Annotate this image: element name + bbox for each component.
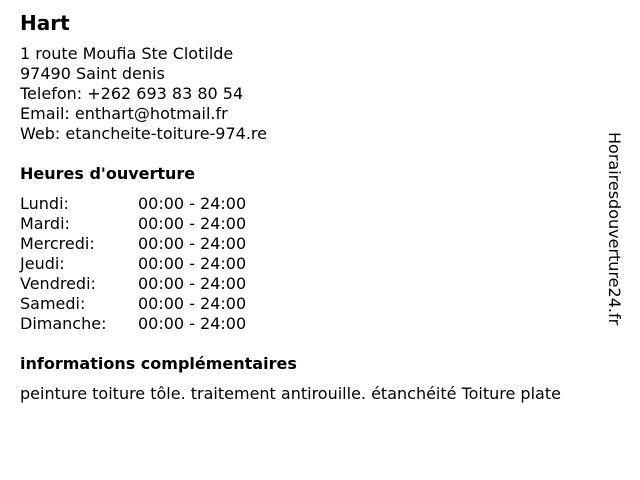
opening-hours-table (20, 194, 600, 334)
web-line: Web: etancheite-toiture-974.re (20, 124, 267, 143)
side-brand-text: Horairesdouverture24.fr (605, 132, 624, 326)
opening-hours-heading: Heures d'ouverture (20, 164, 196, 183)
day-label: Vendredi: (20, 274, 96, 293)
phone-line: Telefon: +262 693 83 80 54 (20, 84, 244, 103)
day-label: Samedi: (20, 294, 86, 313)
address-line-1: 1 route Moufia Ste Clotilde (20, 44, 234, 63)
time-range: 00:00 - 24:00 (138, 314, 247, 333)
day-label: Mercredi: (20, 234, 95, 253)
hours-row-sunday (20, 314, 600, 334)
time-range: 00:00 - 24:00 (138, 294, 247, 313)
day-label: Jeudi: (20, 254, 65, 273)
time-range: 00:00 - 24:00 (138, 214, 247, 233)
hours-row-friday (20, 274, 600, 294)
additional-info-heading: informations complémentaires (20, 354, 297, 373)
time-range: 00:00 - 24:00 (138, 194, 247, 213)
side-brand-container (604, 132, 626, 372)
day-label: Dimanche: (20, 314, 107, 333)
hours-row-saturday (20, 294, 600, 314)
time-range: 00:00 - 24:00 (138, 254, 247, 273)
business-card (20, 10, 600, 404)
additional-info-text: peinture toiture tôle. traitement antirouille. étanchéité Toiture plate (20, 384, 561, 403)
hours-row-wednesday (20, 234, 600, 254)
hours-row-monday (20, 194, 600, 214)
day-label: Lundi: (20, 194, 69, 213)
email-line: Email: enthart@hotmail.fr (20, 104, 228, 123)
business-name: Hart (20, 11, 70, 35)
time-range: 00:00 - 24:00 (138, 274, 247, 293)
hours-row-tuesday (20, 214, 600, 234)
hours-row-thursday (20, 254, 600, 274)
time-range: 00:00 - 24:00 (138, 234, 247, 253)
day-label: Mardi: (20, 214, 70, 233)
address-line-2: 97490 Saint denis (20, 64, 165, 83)
